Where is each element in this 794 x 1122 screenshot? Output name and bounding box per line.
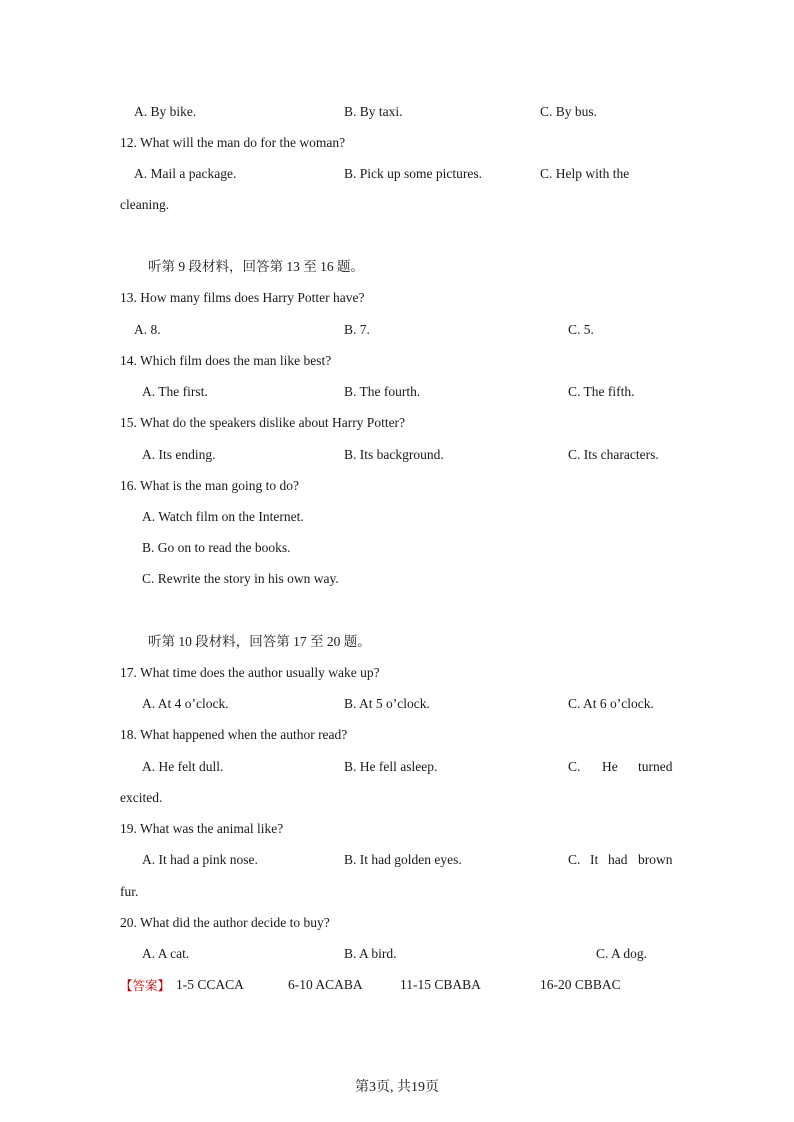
q15-option-c: C. Its characters. [568, 447, 659, 462]
q11-option-a: A. By bike. [134, 104, 197, 119]
q17-option-c: C. At 6 o’clock. [568, 696, 654, 711]
answer-group-6-10: 6-10 ACABA [288, 977, 363, 992]
q15-option-b: B. Its background. [344, 447, 444, 462]
q12-option-a: A. Mail a package. [134, 166, 237, 181]
section-9-heading: 听第 9 段材料，回答第 13 至 16 题。 [148, 259, 364, 274]
q19-option-b: B. It had golden eyes. [344, 852, 462, 867]
q11-option-b: B. By taxi. [344, 104, 403, 119]
q14-option-c: C. The fifth. [568, 384, 635, 399]
q12-stem: 12. What will the man do for the woman? [120, 135, 346, 150]
q17-option-a: A. At 4 o’clock. [142, 696, 229, 711]
q18-option-c-letter: C. [568, 759, 581, 774]
q19-option-c-word-3: brown [638, 852, 673, 867]
q14-option-a: A. The first. [142, 384, 208, 399]
q18-option-c-word-2: turned [638, 759, 673, 774]
q11-option-c: C. By bus. [540, 104, 598, 119]
q14-stem: 14. Which film does the man like best? [120, 353, 332, 368]
q18-option-c-word-1: He [602, 759, 618, 774]
q12-option-b: B. Pick up some pictures. [344, 166, 482, 181]
q19-stem: 19. What was the animal like? [120, 821, 284, 836]
q12-option-c: C. Help with the [540, 166, 630, 181]
q20-option-c: C. A dog. [596, 946, 648, 961]
q19-option-c-word-2: had [608, 852, 628, 867]
q19-option-c-continued: fur. [120, 884, 139, 899]
q20-option-b: B. A bird. [344, 946, 397, 961]
q17-stem: 17. What time does the author usually wake up? [120, 665, 380, 680]
q20-option-a: A. A cat. [142, 946, 190, 961]
q14-option-b: B. The fourth. [344, 384, 421, 399]
q16-option-c: C. Rewrite the story in his own way. [142, 571, 339, 586]
q18-option-b: B. He fell asleep. [344, 759, 438, 774]
q16-stem: 16. What is the man going to do? [120, 478, 299, 493]
answer-group-1-5: 1-5 CCACA [176, 977, 244, 992]
q18-stem: 18. What happened when the author read? [120, 727, 348, 742]
q18-option-a: A. He felt dull. [142, 759, 224, 774]
q19-option-c-letter: C. [568, 852, 581, 867]
q15-option-a: A. Its ending. [142, 447, 216, 462]
q13-stem: 13. How many films does Harry Potter have? [120, 290, 365, 305]
q19-option-c-word-1: It [590, 852, 599, 867]
q20-stem: 20. What did the author decide to buy? [120, 915, 330, 930]
q16-option-a: A. Watch film on the Internet. [142, 509, 304, 524]
q12-option-c-continued: cleaning. [120, 197, 170, 212]
q13-option-c: C. 5. [568, 322, 594, 337]
answer-group-16-20: 16-20 CBBAC [540, 977, 621, 992]
q16-option-b: B. Go on to read the books. [142, 540, 291, 555]
q13-option-a: A. 8. [134, 322, 161, 337]
section-10-heading: 听第 10 段材料，回答第 17 至 20 题。 [148, 634, 371, 649]
answer-group-11-15: 11-15 CBABA [400, 977, 481, 992]
q18-option-c-continued: excited. [120, 790, 163, 805]
page-number-footer: 第3页, 共19页 [355, 1080, 439, 1095]
answer-tag: 【答案】 [120, 978, 171, 993]
q15-stem: 15. What do the speakers dislike about Harry Potter? [120, 415, 406, 430]
q13-option-b: B. 7. [344, 322, 370, 337]
q17-option-b: B. At 5 o’clock. [344, 696, 430, 711]
q19-option-a: A. It had a pink nose. [142, 852, 258, 867]
